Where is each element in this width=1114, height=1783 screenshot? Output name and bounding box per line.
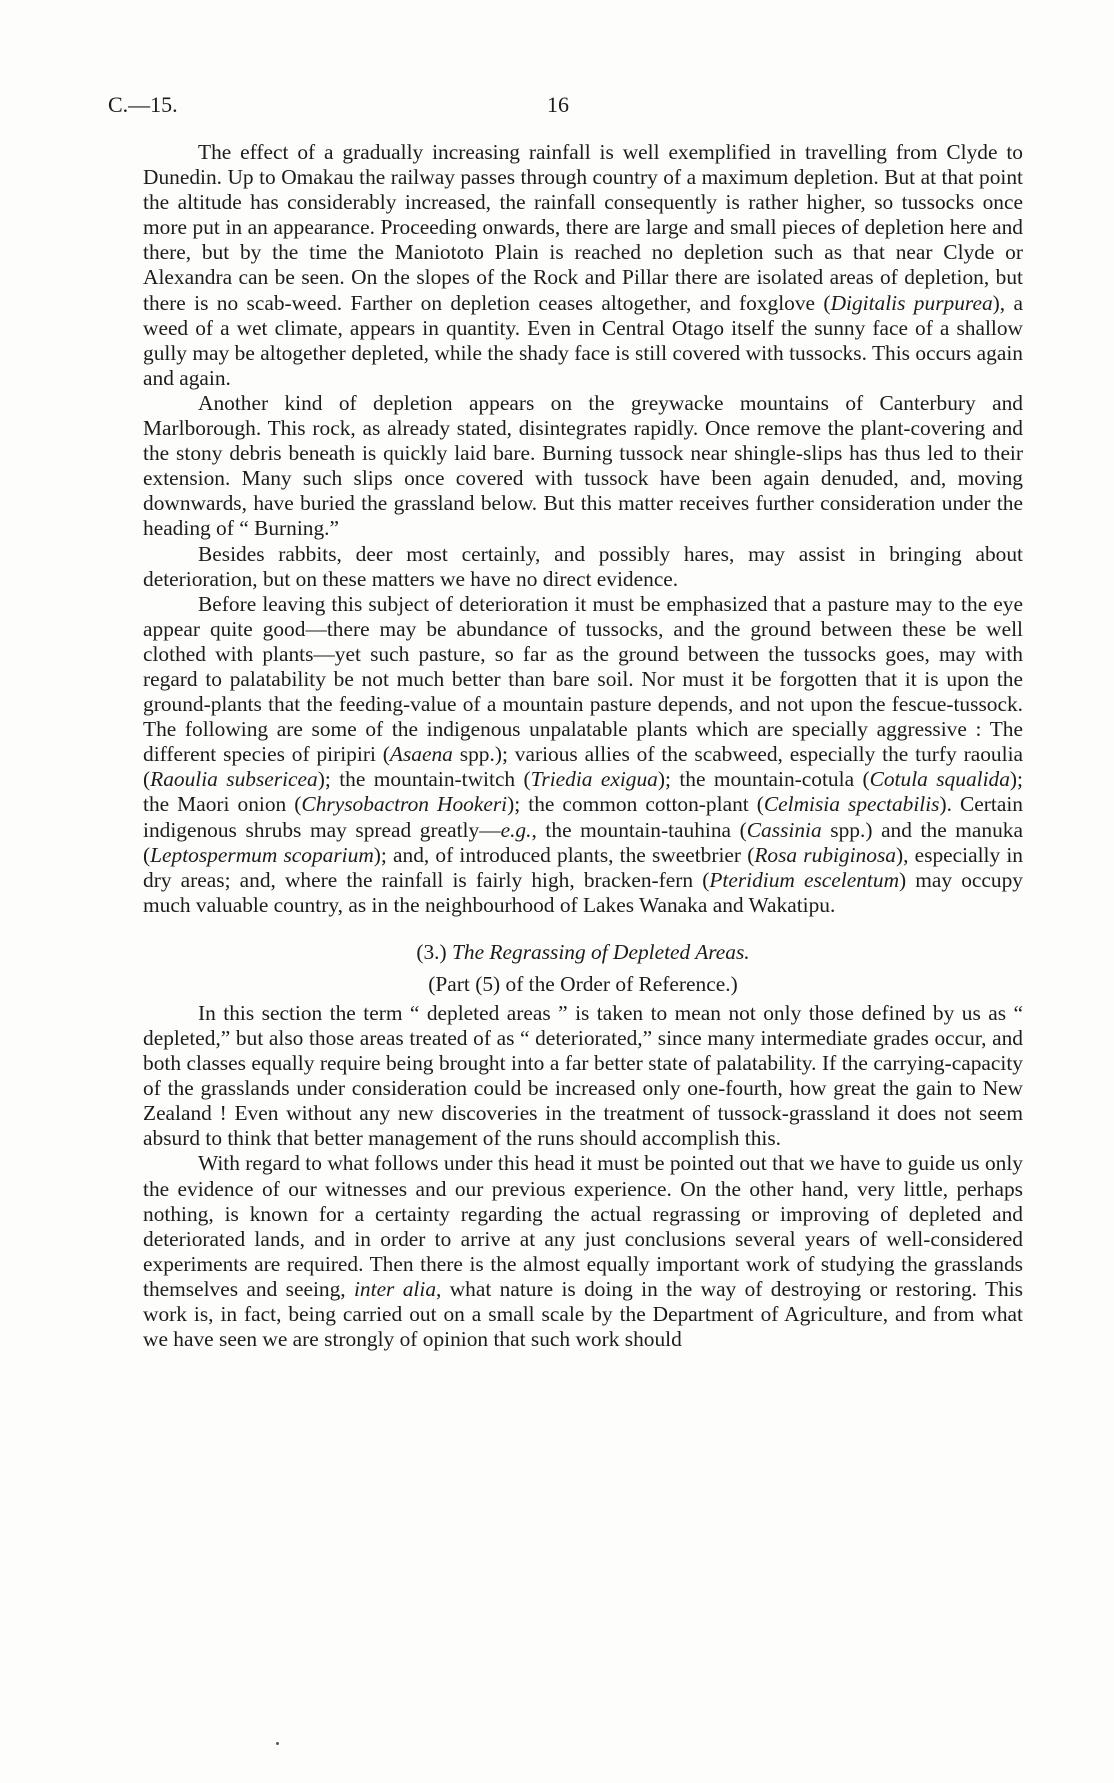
- paragraph: [143, 592, 1023, 918]
- stray-ink-mark: [276, 1742, 279, 1745]
- section-title: The Regrassing of Depleted Areas.: [452, 939, 750, 964]
- italic-text-run: Cotula squalida: [869, 767, 1010, 792]
- body-text: [143, 140, 1023, 1352]
- paragraph: [143, 542, 1023, 592]
- italic-text-run: Cassinia: [746, 817, 822, 842]
- text-run: ); the Maori onion (: [143, 767, 1023, 817]
- paragraph: [143, 140, 1023, 391]
- italic-text-run: Rosa rubiginosa: [754, 842, 897, 867]
- italic-text-run: Leptospermum scoparium: [150, 842, 374, 867]
- paragraph: [143, 1151, 1023, 1352]
- italic-text-run: e.g.: [500, 817, 532, 842]
- italic-text-run: Celmisia spectabilis: [763, 792, 940, 817]
- text-run: ); the mountain-twitch (: [317, 767, 531, 792]
- text-run: ); and, of introduced plants, the sweetbrier (: [373, 842, 755, 867]
- text-run: spp.) and the manuka (: [143, 817, 1024, 867]
- section-number: (3.): [416, 939, 447, 964]
- page-number: 16: [547, 92, 569, 117]
- text-run: ), a weed of a wet climate, appears in quantity. Even in Central Otago itself the sunny face of a shallow gully may be altogether depleted, while the shady face is still covered with tussocks. This occurs again and again.: [143, 290, 1023, 390]
- section-subheading: (Part (5) of the Order of Reference.): [428, 971, 738, 996]
- paragraph-group-before-section: [143, 140, 1023, 918]
- text-run: With regard to what follows under this head it must be pointed out that we have to guide us only the evidence of our witnesses and our previous experience. On the other hand, very little, perhaps nothing, is known for a certainty regarding the actual regrassing or improving of depleted and deteriorated lands, and in order to arrive at any just conclusions several years of well-considered experiments are required. Then there is the almost equally important work of studying the grasslands themselves and seeing,: [143, 1151, 1023, 1301]
- italic-text-run: Asaena: [389, 742, 453, 767]
- text-run: ); the common cotton-plant (: [507, 792, 764, 817]
- text-run: ) may occupy much valuable country, as in the neighbourhood of Lakes Wanaka and Wakatipu.: [143, 867, 1023, 917]
- running-head: [108, 92, 1008, 122]
- paragraph: [143, 1001, 1023, 1152]
- text-run: , what nature is doing in the way of destroying or restoring. This work is, in fact, being carried out on a small scale by the Department of Agriculture, and from what we have seen we are strongly of opinion that such work should: [143, 1276, 1023, 1352]
- section-heading: [143, 939, 1023, 965]
- italic-text-run: Chrysobactron Hookeri: [301, 792, 508, 817]
- italic-text-run: Raoulia subsericea: [150, 767, 318, 792]
- italic-text-run: Digitalis purpurea: [830, 290, 993, 315]
- text-run: In this section the term “ depleted areas ” is taken to mean not only those defined by us as “ depleted,” but also those areas treated of as “ deteriorated,” since many intermediate grades occur, and both classes equally require being brought into a far better state of palatability. If the carrying-capacity of the grasslands under consideration could be increased only one-fourth, how great the gain to New Zealand ! Even without any new discoveries in the treatment of tussock-grassland it does not seem absurd to think that better management of the runs should accomplish this.: [143, 1000, 1023, 1151]
- paragraph-group-after-section: [143, 1001, 1023, 1352]
- text-run: ); the mountain-cotula (: [657, 767, 870, 792]
- text-run: Another kind of depletion appears on the greywacke mountains of Canterbury and Marlborough. This rock, as already stated, disintegrates rapidly. Once remove the plant-covering and the stony debris beneath is quickly laid bare. Burning tussock near shingle-slips has thus led to their extension. Many such slips once covered with tussock have been again denuded, and, moving downwards, have buried the grassland below. But this matter receives further consideration under the heading of “ Burning.”: [143, 390, 1023, 541]
- text-run: ), especially in dry areas; and, where the rainfall is fairly high, bracken-fern (: [143, 842, 1023, 892]
- text-run: ). Certain indigenous shrubs may spread greatly—: [143, 792, 1023, 842]
- text-run: The effect of a gradually increasing rainfall is well exemplified in travelling from Clyde to Dunedin. Up to Omakau the railway passes through country of a maximum depletion. But at that point the altitude has considerably increased, the rainfall consequently is rather higher, so tussocks once more put in an appearance. Proceeding onwards, there are large and small pieces of depletion here and there, but by the time the Maniototo Plain is reached no depletion such as that near Clyde or Alexandra can be seen. On the slopes of the Rock and Pillar there are isolated areas of depletion, but there is no scab-weed. Farther on depletion ceases altogether, and foxglove (: [143, 140, 1023, 315]
- document-reference: C.—15.: [108, 92, 178, 117]
- text-run: Before leaving this subject of deterioration it must be emphasized that a pasture may to the eye appear quite good—there may be abundance of tussocks, and the ground between these be well clothed with plants—yet such pasture, so far as the ground between the tussocks goes, may with regard to palatability be not much better than bare soil. Nor must it be forgotten that it is upon the ground-plants that the feeding-value of a mountain pasture depends, and not upon the fescue-tussock. The following are some of the indigenous unpalatable plants which are specially aggressive : The different species of piripiri (: [143, 591, 1023, 767]
- text-run: spp.); various allies of the scabweed, especially the turfy raoulia (: [143, 742, 1024, 792]
- italic-text-run: Triedia exigua: [530, 767, 658, 792]
- italic-text-run: inter alia: [353, 1276, 437, 1301]
- text-run: , the mountain-tauhina (: [531, 817, 747, 842]
- italic-text-run: Pteridium escelentum: [709, 867, 900, 892]
- paragraph: [143, 391, 1023, 542]
- text-run: Besides rabbits, deer most certainly, and possibly hares, may assist in bringing about deterioration, but on these matters we have no direct evidence.: [143, 541, 1023, 591]
